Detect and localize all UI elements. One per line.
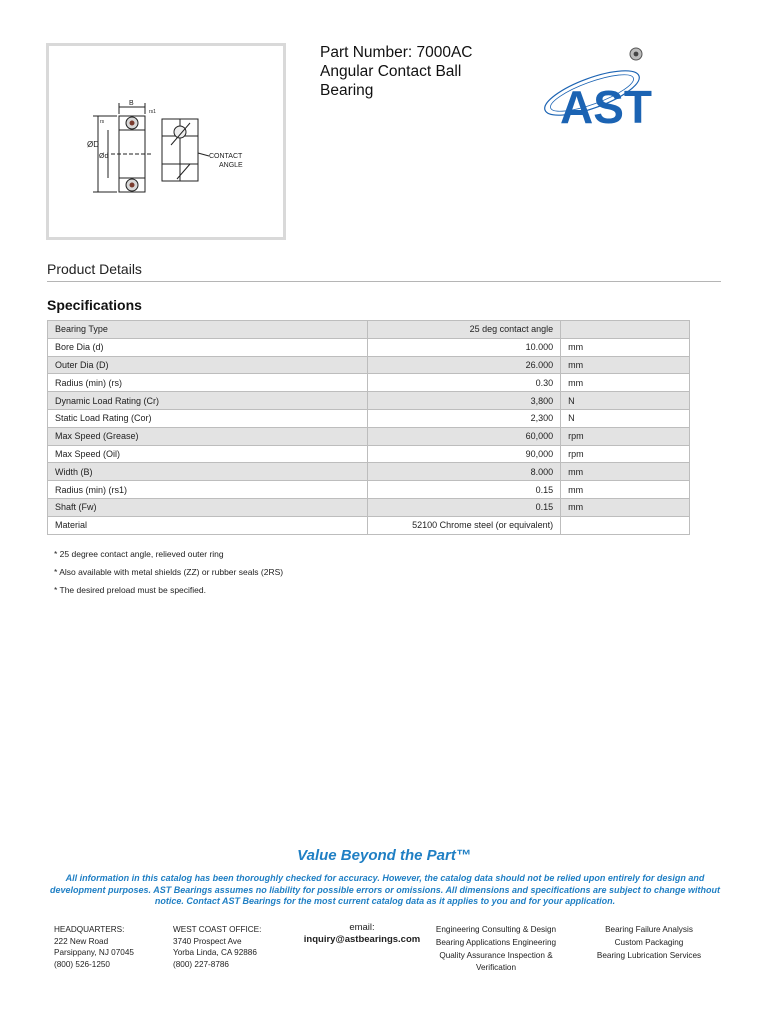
spec-label: Bore Dia (d): [48, 338, 368, 356]
dim-label-b: B: [129, 100, 134, 107]
hq-city: Parsippany, NJ 07045: [54, 948, 134, 957]
spec-value: 52100 Chrome steel (or equivalent): [368, 516, 561, 534]
service-lubrication: Bearing Lubrication Services: [596, 951, 702, 960]
part-number-line: Part Number: 7000AC: [320, 44, 473, 61]
spec-unit: mm: [561, 481, 690, 499]
headquarters-address: [54, 924, 134, 970]
email-label: email:: [349, 922, 375, 933]
spec-row: [48, 321, 690, 339]
spec-value: 2,300: [368, 409, 561, 427]
spec-value: 26.000: [368, 356, 561, 374]
note-contact-angle: * 25 degree contact angle, relieved outer ring: [54, 549, 224, 559]
wc-street: 3740 Prospect Ave: [173, 936, 242, 946]
spec-row: [48, 516, 690, 534]
spec-label: Static Load Rating (Cor): [48, 409, 368, 427]
west-coast-address: [173, 924, 261, 970]
spec-row: [48, 392, 690, 410]
dim-label-rs: rs: [100, 119, 105, 125]
spec-row: [48, 338, 690, 356]
spec-value: 60,000: [368, 427, 561, 445]
service-packaging: Custom Packaging: [614, 938, 684, 947]
spec-label: Dynamic Load Rating (Cr): [48, 392, 368, 410]
spec-row: [48, 498, 690, 516]
spec-value: 90,000: [368, 445, 561, 463]
bearing-drawing-frame: [46, 43, 286, 240]
note-shields-seals: * Also available with metal shields (ZZ) or rubber seals (2RS): [54, 567, 284, 577]
spec-value: 3,800: [368, 392, 561, 410]
specifications-table: [47, 320, 690, 535]
spec-label: Width (B): [48, 463, 368, 481]
spec-notes: [54, 549, 283, 603]
spec-label: Radius (min) (rs): [48, 374, 368, 392]
spec-unit: N: [561, 409, 690, 427]
spec-value: 10.000: [368, 338, 561, 356]
spec-row: [48, 409, 690, 427]
contact-angle-label-2: ANGLE: [219, 162, 243, 169]
spec-label: Max Speed (Grease): [48, 427, 368, 445]
services-list-2: [586, 924, 712, 962]
spec-row: [48, 481, 690, 499]
spec-label: Shaft (Fw): [48, 498, 368, 516]
spec-value: 0.15: [368, 481, 561, 499]
spec-label: Outer Dia (D): [48, 356, 368, 374]
note-preload: * The desired preload must be specified.: [54, 585, 206, 595]
dim-label-bore-dia: Ød: [99, 153, 109, 160]
wc-city: Yorba Linda, CA 92886: [173, 948, 257, 957]
services-list-1: [426, 924, 566, 973]
wc-phone: (800) 227-8786: [173, 959, 229, 969]
disclaimer-text: All information in this catalog has been thoroughly checked for accuracy. However, the catalog data should not be relied upon entirely for design and development purposes. AST Bearings assumes no liability for possible errors or omissions. All dimensions and specifications are subject to change without notice. Contact AST Bearings for the most current catalog data as it applies to you and for your application.: [50, 873, 720, 906]
spec-unit: mm: [561, 374, 690, 392]
spec-unit: mm: [561, 356, 690, 374]
spec-row: [48, 445, 690, 463]
spec-value: 8.000: [368, 463, 561, 481]
spec-label: Max Speed (Oil): [48, 445, 368, 463]
service-qa-line1: Quality Assurance Inspection &: [439, 951, 553, 960]
email-block: [282, 922, 442, 945]
service-consulting: Engineering Consulting & Design: [435, 925, 557, 934]
hq-label: HEADQUARTERS:: [54, 925, 125, 934]
spec-row: [48, 427, 690, 445]
service-applications: Bearing Applications Engineering: [435, 938, 557, 947]
part-title: [320, 43, 520, 100]
contact-angle-label-1: CONTACT: [209, 153, 243, 160]
hq-street: 222 New Road: [54, 936, 109, 946]
spec-value: 0.15: [368, 498, 561, 516]
spec-row: [48, 356, 690, 374]
spec-unit: rpm: [561, 427, 690, 445]
bearing-cross-section-diagram: [49, 46, 283, 237]
spec-label: Material: [48, 516, 368, 534]
dim-label-rs1: rs1: [149, 109, 156, 115]
part-type-line-2: Bearing: [320, 82, 374, 99]
section-divider: [47, 281, 721, 282]
part-type-line-1: Angular Contact Ball: [320, 63, 462, 80]
spec-unit: rpm: [561, 445, 690, 463]
spec-unit: N: [561, 392, 690, 410]
spec-unit: mm: [561, 463, 690, 481]
product-details-heading: Product Details: [47, 261, 142, 277]
spec-row: [48, 374, 690, 392]
service-failure-analysis: Bearing Failure Analysis: [605, 925, 693, 934]
spec-label: Radius (min) (rs1): [48, 481, 368, 499]
spec-unit: [561, 321, 690, 339]
logo-wordmark: AST: [560, 81, 652, 125]
specifications-heading: Specifications: [47, 297, 142, 313]
dim-label-outer-dia: ØD: [87, 140, 99, 149]
service-qa-line2: Verification: [475, 962, 517, 972]
spec-unit: [561, 516, 690, 534]
hq-phone: (800) 526-1250: [54, 959, 110, 969]
spec-row: [48, 463, 690, 481]
spec-label: Bearing Type: [48, 321, 368, 339]
spec-unit: mm: [561, 498, 690, 516]
tagline: Value Beyond the Part™: [297, 847, 471, 864]
email-link[interactable]: inquiry@astbearings.com: [303, 933, 421, 945]
spec-value: 25 deg contact angle: [368, 321, 561, 339]
wc-label: WEST COAST OFFICE:: [173, 925, 262, 934]
ast-logo: [540, 45, 652, 125]
spec-unit: mm: [561, 338, 690, 356]
spec-value: 0.30: [368, 374, 561, 392]
